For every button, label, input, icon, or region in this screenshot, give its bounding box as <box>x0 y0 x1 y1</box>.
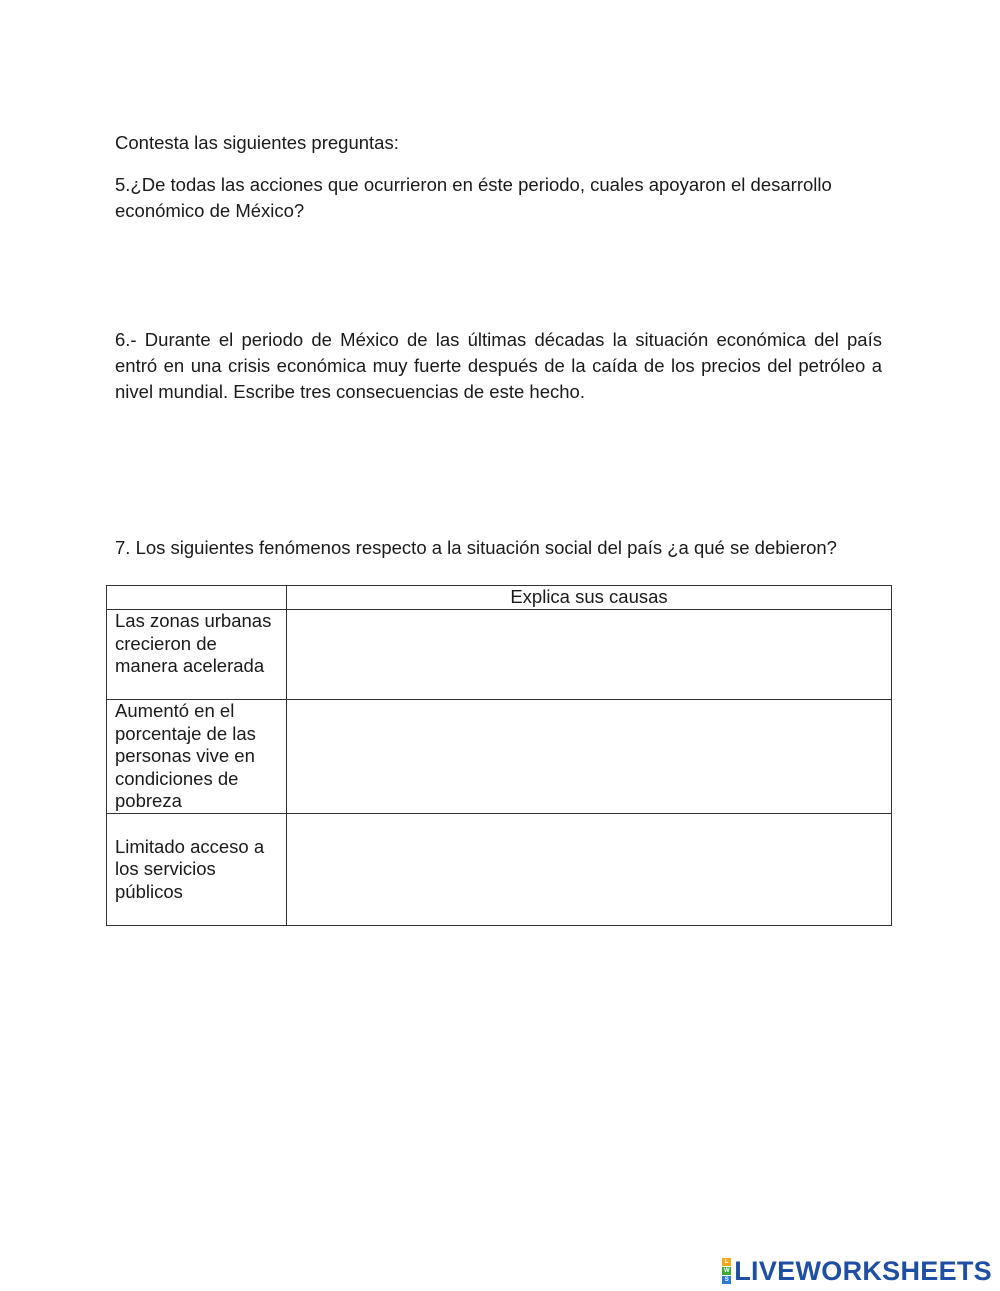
table-header-phenomenon <box>107 586 287 610</box>
table-row <box>107 813 892 925</box>
causes-answer-cell[interactable] <box>287 813 892 925</box>
logo-square-icon: W <box>723 1268 730 1274</box>
question-7: 7. Los siguientes fenómenos respecto a la situación social del país ¿a qué se debieron? <box>115 537 837 558</box>
instructions-text: Contesta las siguientes preguntas: <box>115 132 399 153</box>
answer-area-question-5[interactable] <box>115 232 882 320</box>
table-row <box>107 700 892 814</box>
table-header-row <box>107 586 892 610</box>
question-5: 5.¿De todas las acciones que ocurrieron en éste periodo, cuales apoyaron el desarrollo económico de México? <box>115 174 832 221</box>
logo-square-icon: S <box>722 1276 731 1284</box>
logo-text: LIVEWORKSHEETS <box>734 1255 992 1286</box>
logo-square-icon: L <box>722 1258 731 1266</box>
causes-answer-cell[interactable] <box>287 700 892 814</box>
causes-answer-cell[interactable] <box>287 610 892 700</box>
phenomenon-cell: Las zonas urbanas crecieron de manera acelerada <box>107 610 287 700</box>
phenomenon-cell: Limitado acceso a los servicios públicos <box>107 813 287 925</box>
logo-icon <box>722 1258 731 1284</box>
phenomenon-cell: Aumentó en el porcentaje de las personas vive en condiciones de pobreza <box>107 700 287 814</box>
question-6: 6.- Durante el periodo de México de las últimas décadas la situación económica del país entró en una crisis económica muy fuerte después de la caída de los precios del petróleo a nivel mundial. Escribe tres consecuencias de este hecho. <box>115 329 882 402</box>
liveworksheets-logo <box>722 1255 992 1287</box>
table-header-causes: Explica sus causas <box>287 586 892 610</box>
table-row <box>107 610 892 700</box>
causes-table <box>106 585 892 926</box>
answer-area-question-6[interactable] <box>115 410 882 525</box>
